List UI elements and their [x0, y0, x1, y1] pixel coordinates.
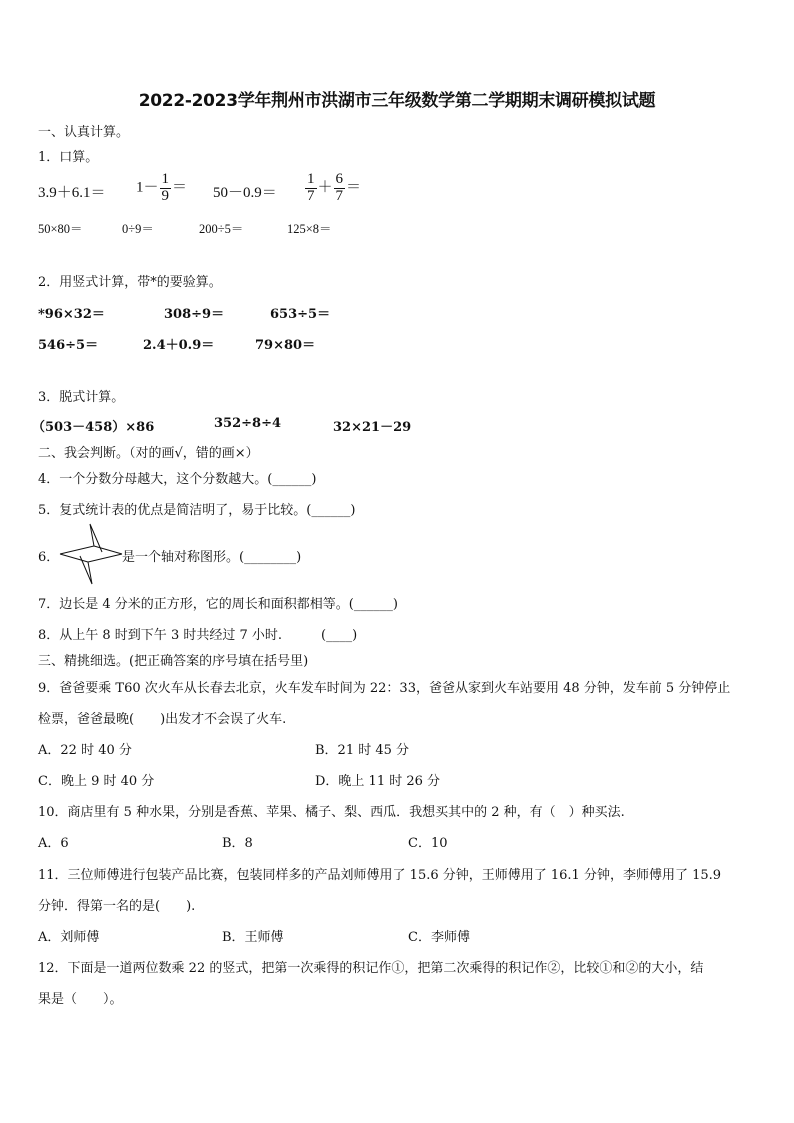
- q1-expr-8: 125×8＝: [287, 222, 332, 236]
- pinwheel-upper-blade: [60, 524, 102, 554]
- denominator: 7: [307, 187, 315, 204]
- question-9-line-1: 9．爸爸要乘 T60 次火车从长春去北京，火车发车时间为 22：33，爸爸从家到火车站要用 48 分钟，发车前 5 分钟停止: [38, 681, 731, 696]
- q2-expr-4: 546÷5＝: [38, 338, 99, 353]
- q11-option-c: C．李师傅: [408, 930, 470, 945]
- question-8: 8．从上午 8 时到下午 3 时共经过 7 小时. (____): [38, 628, 358, 643]
- question-7: 7．边长是 4 分米的正方形，它的周长和面积都相等。(______): [38, 597, 398, 612]
- denominator: 9: [161, 187, 170, 204]
- question-4: 4．一个分数分母越大，这个分数越大。(______): [38, 472, 317, 487]
- question-11-line-1: 11．三位师傅进行包装产品比赛，包装同样多的产品刘师傅用了 15.6 分钟，王师傅用了 16.1 分钟，李师傅用了 15.9: [38, 868, 722, 883]
- denominator: 7: [335, 187, 344, 204]
- question-6-text: 是一个轴对称图形。(________): [122, 550, 302, 565]
- plus: ＋: [317, 179, 333, 196]
- numerator: 6: [335, 171, 344, 187]
- fraction: [305, 172, 317, 205]
- q10-option-b: B．8: [222, 836, 253, 851]
- q3-expr-2: 352÷8÷4: [214, 416, 282, 431]
- question-3-label: 3．脱式计算。: [38, 390, 125, 405]
- section-3-heading: 三、精挑细选。(把正确答案的序号填在括号里): [38, 654, 309, 669]
- question-12-line-1: 12．下面是一道两位数乘 22 的竖式，把第一次乘得的积记作①，把第二次乘得的积记作②，比较①和②的大小，结: [38, 961, 704, 976]
- question-10: 10．商店里有 5 种水果，分别是香蕉、苹果、橘子、梨、西瓜．我想买其中的 2 种，有（ ）种买法.: [38, 805, 625, 820]
- q2-expr-6: 79×80＝: [255, 338, 316, 353]
- q1-expr-1: 3.9＋6.1＝: [38, 185, 106, 201]
- fraction: [334, 172, 346, 205]
- q9-option-a: A．22 时 40 分: [38, 743, 132, 758]
- question-1-label: 1．口算。: [38, 150, 99, 165]
- numerator: 1: [307, 171, 315, 187]
- question-9-line-2: 检票，爸爸最晚( )出发才不会误了火车.: [38, 712, 287, 727]
- question-5: 5．复式统计表的优点是简洁明了，易于比较。(______): [38, 503, 356, 518]
- fraction: [160, 172, 172, 205]
- q1-expr-2: [136, 172, 187, 205]
- q1-expr-6: 0÷9＝: [122, 222, 154, 236]
- numerator: 1: [161, 171, 170, 187]
- q1-expr-4: [304, 172, 361, 205]
- q2-expr-2: 308÷9＝: [164, 307, 225, 322]
- q2-expr-3: 653÷5＝: [270, 307, 331, 322]
- q3-expr-1: （503－458）×86: [32, 420, 155, 435]
- q1-expr-7: 200÷5＝: [199, 222, 244, 236]
- question-6-number: 6．: [38, 550, 60, 565]
- page-title: 2022-2023学年荆州市洪湖市三年级数学第二学期期末调研模拟试题: [138, 91, 656, 111]
- question-2-label: 2．用竖式计算，带*的要验算。: [38, 275, 222, 290]
- q11-option-a: A．刘师傅: [38, 930, 100, 945]
- question-12-line-2: 果是（ ）。: [38, 992, 123, 1007]
- section-2-heading: 二、我会判断。（对的画√，错的画×）: [38, 446, 259, 461]
- q10-option-c: C．10: [408, 836, 448, 851]
- q9-option-c: C．晚上 9 时 40 分: [38, 774, 155, 789]
- pinwheel-edge: [60, 554, 88, 562]
- equals: ＝: [172, 179, 188, 196]
- q1-expr-2-whole: 1－: [136, 179, 159, 196]
- q9-option-d: D．晚上 11 时 26 分: [315, 774, 441, 789]
- pinwheel-lower-blade: [80, 554, 122, 584]
- section-1-heading: 一、认真计算。: [38, 125, 130, 140]
- question-11-line-2: 分钟．得第一名的是( ).: [38, 899, 196, 914]
- q3-expr-3: 32×21－29: [333, 420, 412, 435]
- q2-expr-1: *96×32＝: [38, 307, 105, 322]
- q1-expr-3: 50－0.9＝: [213, 185, 277, 201]
- q1-expr-5: 50×80＝: [38, 222, 83, 236]
- pinwheel-figure: [58, 522, 124, 586]
- q11-option-b: B．王师傅: [222, 930, 284, 945]
- q2-expr-5: 2.4＋0.9＝: [143, 338, 215, 353]
- q9-option-b: B．21 时 45 分: [315, 743, 410, 758]
- equals: ＝: [346, 179, 362, 196]
- q10-option-a: A．6: [38, 836, 69, 851]
- pinwheel-edge: [94, 546, 122, 554]
